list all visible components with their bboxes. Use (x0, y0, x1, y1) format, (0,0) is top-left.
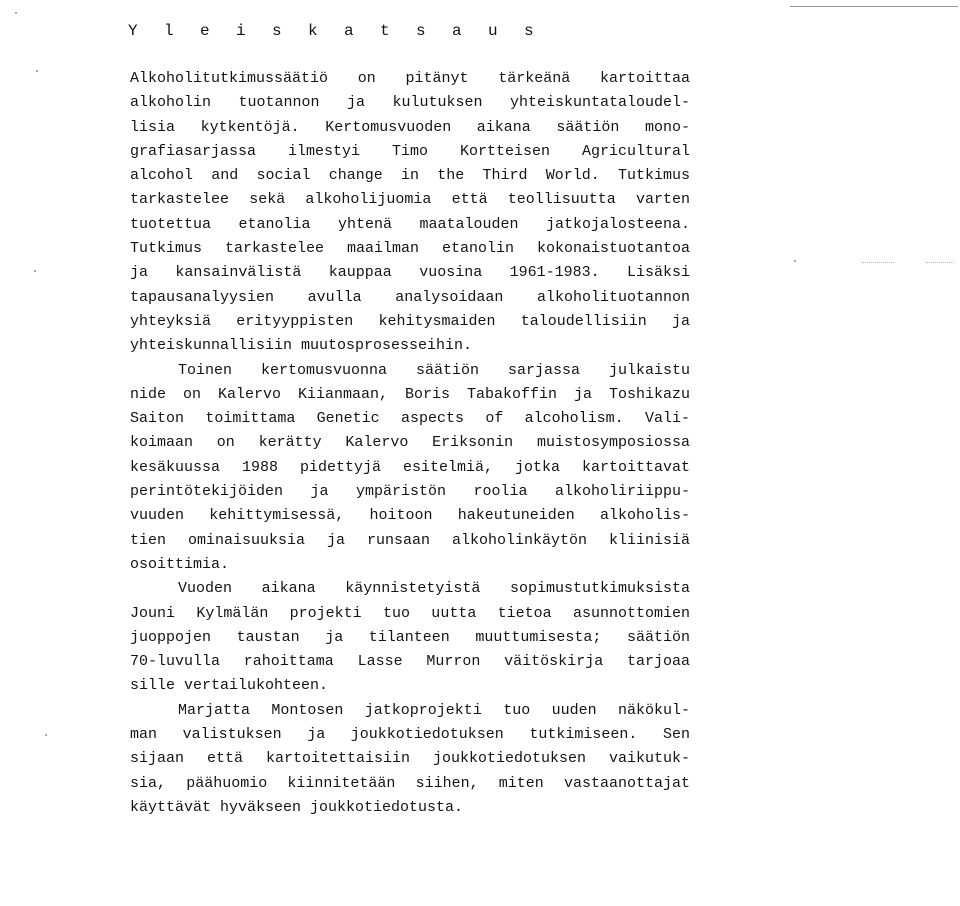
text-line: käyttävät hyväkseen joukkotiedotusta. (130, 798, 464, 816)
text-line: tapausanalyysien avulla analysoidaan alkoholituotannon (130, 288, 690, 306)
text-line: Vuoden aikana käynnistetyistä sopimustutkimuksista (178, 580, 690, 598)
text-line: sijaan että kartoitettaisiin joukkotiedotuksen vaikutuk- (130, 750, 690, 768)
text-line: grafiasarjassa ilmestyi Timo Kortteisen Agricultural (130, 142, 690, 160)
text-line: man valistuksen ja joukkotiedotuksen tutkimiseen. Sen (130, 726, 690, 744)
text-line: Alkoholitutkimussäätiö on pitänyt tärkeänä kartoittaa (130, 70, 690, 87)
text-line: ja kansainvälistä kauppaa vuosina 1961-1983. Lisäksi (130, 264, 690, 282)
text-line: alcohol and social change in the Third World. Tutkimus (130, 167, 690, 185)
text-line: osoittimia. (130, 555, 230, 573)
text-line: vuuden kehittymisessä, hoitoon hakeutuneiden alkoholis- (130, 507, 690, 525)
text-line: tarkastelee sekä alkoholijuomia että teollisuutta varten (130, 191, 690, 209)
scan-edge-line (790, 6, 958, 7)
text-line: yhteyksiä erityyppisten kehitysmaiden taloudellisiin ja (130, 312, 690, 330)
text-line: alkoholin tuotannon ja kulutuksen yhteiskuntataloudel- (130, 94, 690, 112)
page-title: Y l e i s k a t s a u s (128, 22, 543, 40)
text-line: lisia kytkentöjä. Kertomusvuoden aikana säätiön mono- (130, 118, 690, 136)
text-line: 70-luvulla rahoittama Lasse Murron väitöskirja tarjoaa (130, 653, 690, 671)
text-line: juoppojen taustan ja tilanteen muuttumisesta; säätiön (130, 628, 690, 646)
text-line: Toinen kertomusvuonna säätiön sarjassa julkaistu (178, 361, 690, 379)
text-line: Saiton toimittama Genetic aspects of alcoholism. Vali- (130, 410, 690, 428)
body-text (130, 67, 690, 820)
text-line: nide on Kalervo Kiianmaan, Boris Tabakoffin ja Toshikazu (130, 385, 690, 403)
text-line: tien ominaisuuksia ja runsaan alkoholinkäytön kliinisiä (130, 531, 690, 549)
text-line: tuotettua etanolia yhtenä maatalouden jatkojalosteena. (130, 215, 690, 233)
text-line: Tutkimus tarkastelee maailman etanolin kokonaistuotantoa (130, 240, 690, 258)
text-line: yhteiskunnallisiin muutosprosesseihin. (130, 337, 473, 355)
scan-speck (926, 262, 954, 263)
scan-speck (15, 12, 17, 14)
scan-speck (862, 262, 894, 263)
text-line: sille vertailukohteen. (130, 677, 329, 695)
scan-speck (36, 70, 38, 72)
text-line: sia, päähuomio kiinnitetään siihen, miten vastaanottajat (130, 774, 690, 792)
text-line: kesäkuussa 1988 pidettyjä esitelmiä, jotka kartoittavat (130, 458, 690, 476)
scan-speck (794, 260, 796, 262)
scan-speck (45, 734, 47, 736)
scan-speck (34, 270, 36, 272)
text-line: Marjatta Montosen jatkoprojekti tuo uuden näkökul- (178, 701, 690, 719)
text-line: koimaan on kerätty Kalervo Eriksonin muistosymposiossa (130, 434, 690, 452)
text-line: Jouni Kylmälän projekti tuo uutta tietoa asunnottomien (130, 604, 690, 622)
text-line: perintötekijöiden ja ympäristön roolia alkoholiriippu- (130, 483, 690, 501)
